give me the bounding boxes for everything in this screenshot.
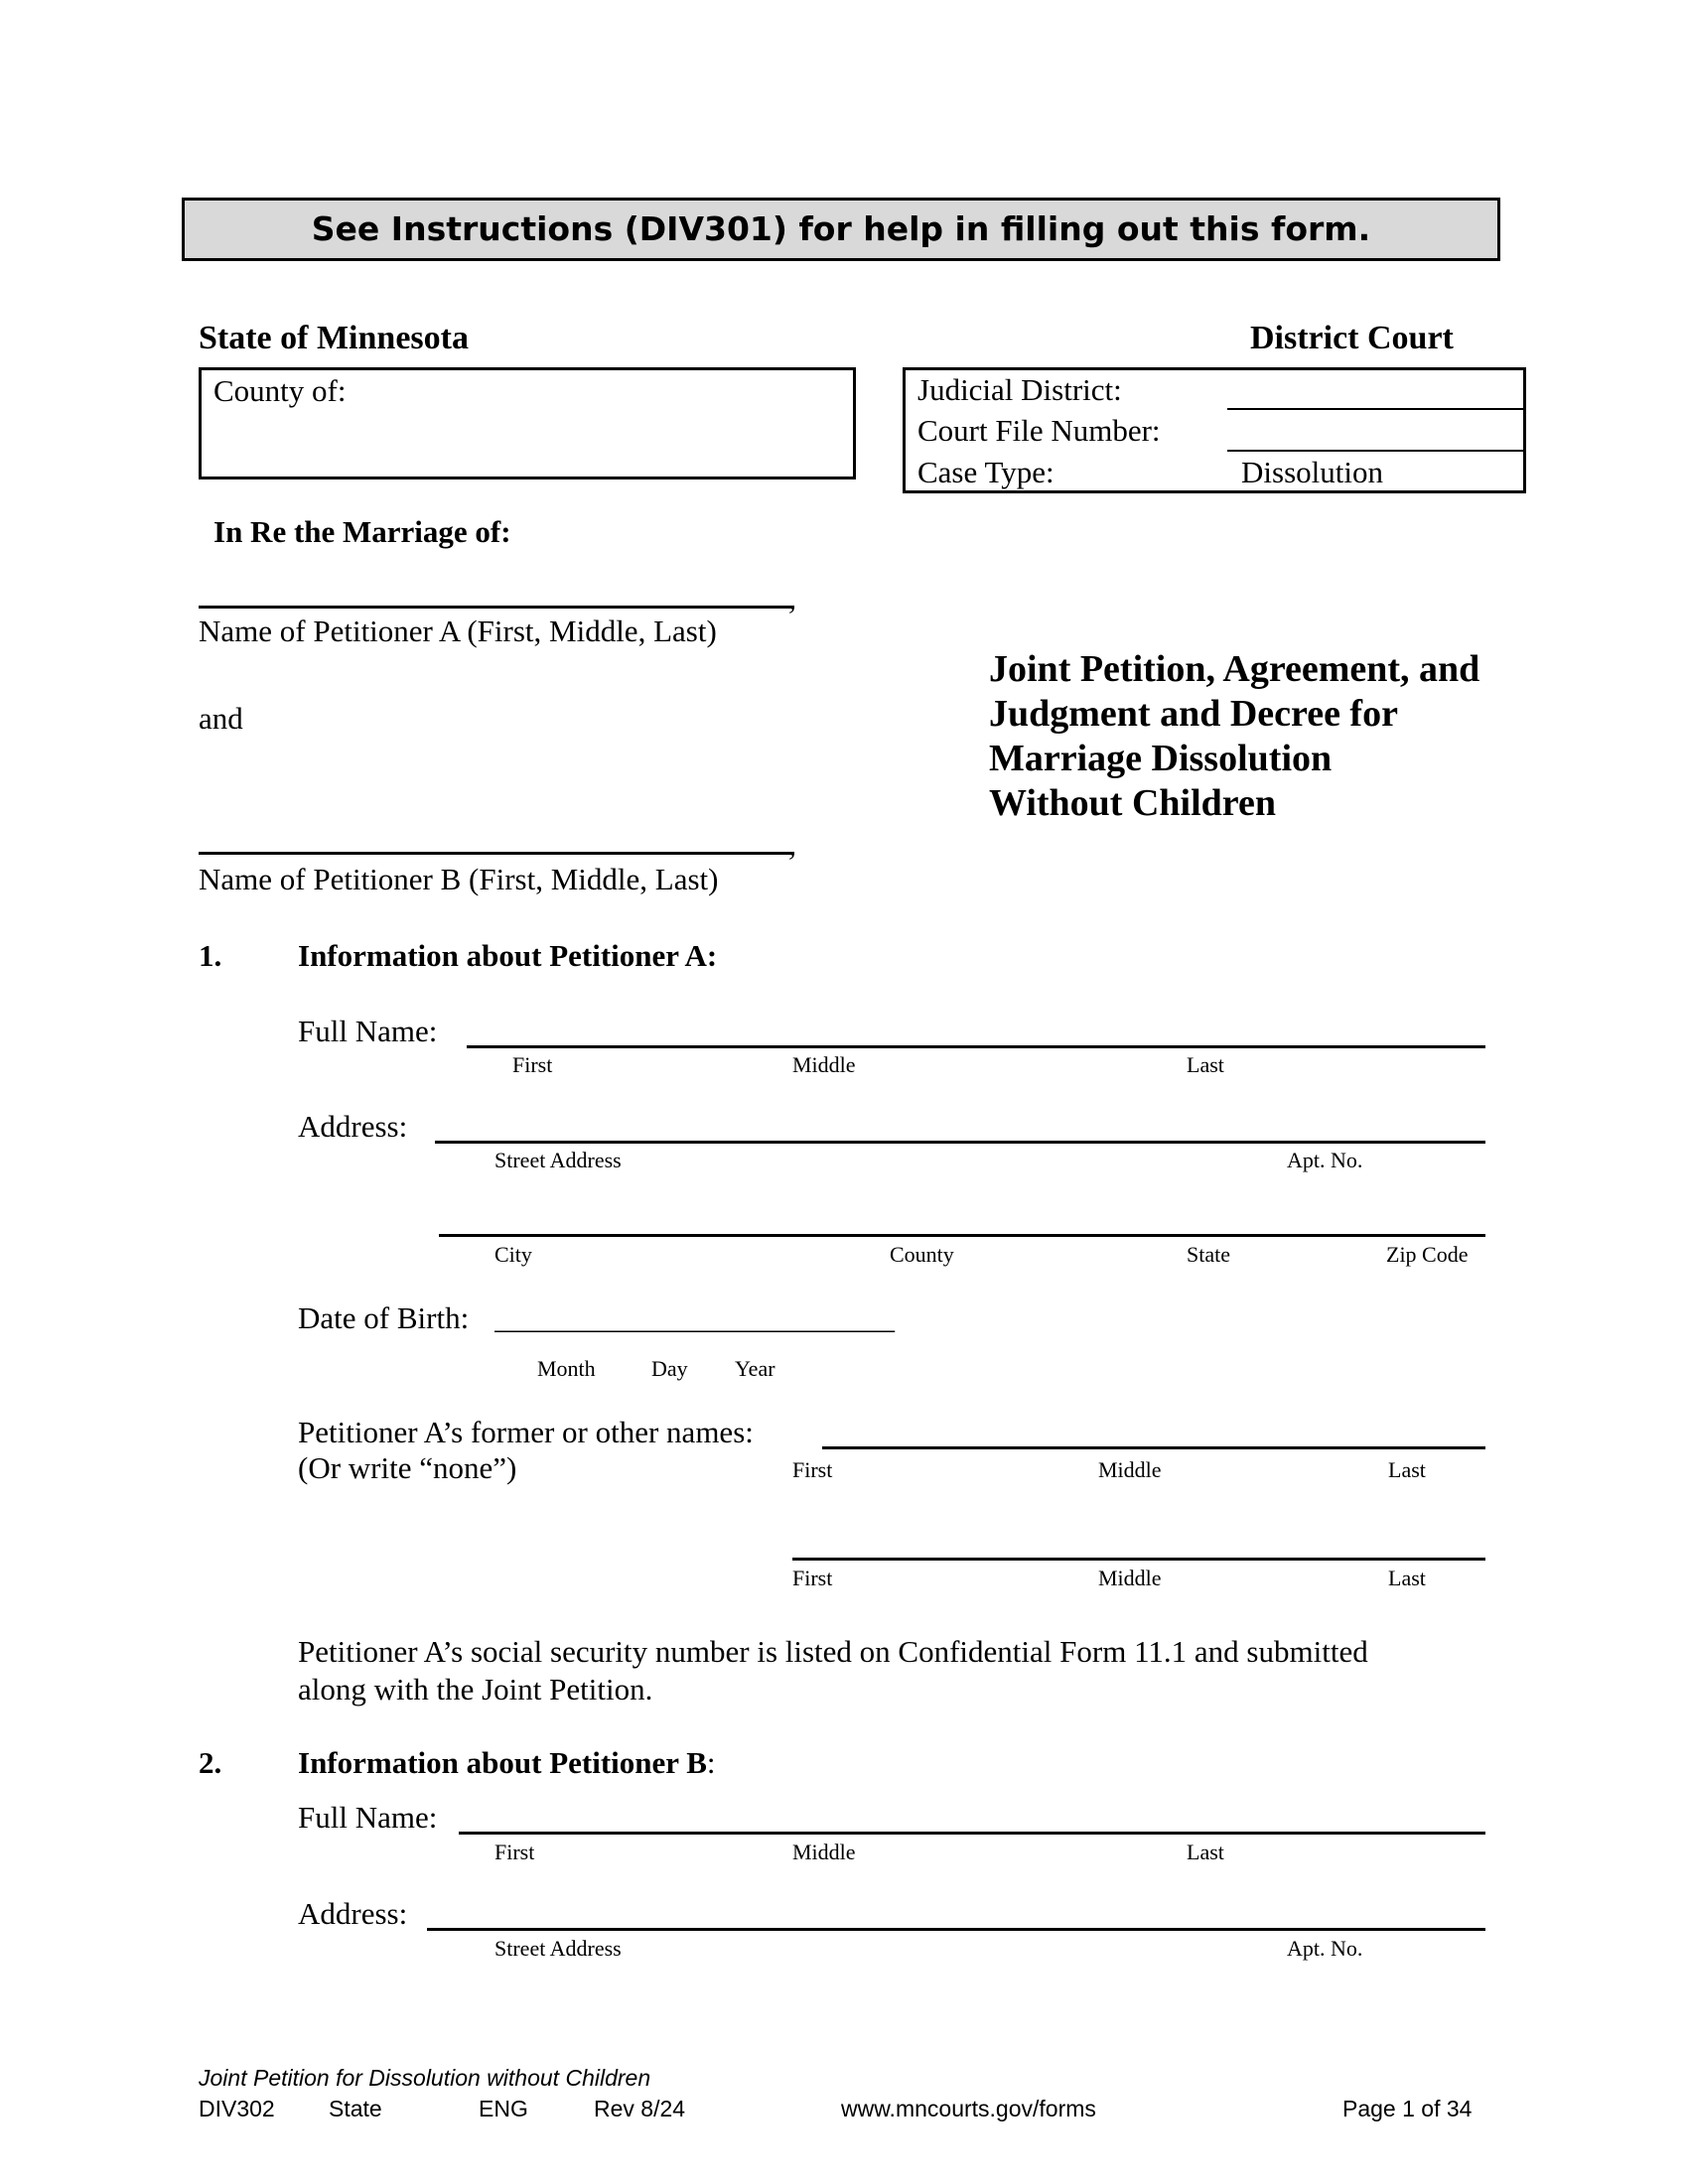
and-text: and	[199, 701, 243, 736]
former-names-label: Petitioner A’s former or other names:	[298, 1415, 754, 1449]
petitioner-b-street-field[interactable]	[427, 1928, 1485, 1931]
sublabel-last: Last	[1388, 1457, 1426, 1482]
comma: ,	[788, 827, 796, 862]
state-heading: State of Minnesota	[199, 320, 469, 356]
sublabel-month: Month	[537, 1356, 596, 1381]
sublabel-apt: Apt. No.	[1287, 1936, 1363, 1961]
case-type-label: Case Type:	[917, 455, 1055, 489]
petitioner-b-full-name-field[interactable]	[459, 1832, 1485, 1835]
former-name-field-1[interactable]	[822, 1446, 1485, 1449]
document-title	[989, 647, 1479, 826]
footer-url[interactable]: www.mncourts.gov/forms	[841, 2096, 1096, 2121]
section-heading-text: Information about Petitioner B	[298, 1745, 707, 1780]
county-label: County of:	[213, 373, 347, 408]
section-heading	[298, 1745, 716, 1781]
court-heading: District Court	[1250, 320, 1454, 356]
instructions-banner: See Instructions (DIV301) for help in filling out this form.	[182, 198, 1500, 261]
petitioner-a-street-field[interactable]	[435, 1141, 1485, 1144]
sublabel-middle: Middle	[1098, 1566, 1162, 1590]
petitioner-b-name-label: Name of Petitioner B (First, Middle, Last)	[199, 862, 719, 896]
section-heading-colon: :	[706, 1745, 716, 1780]
petitioner-a-name-label: Name of Petitioner A (First, Middle, Last)	[199, 614, 717, 648]
section-number: 1.	[199, 938, 222, 973]
title-line: Without Children	[989, 782, 1276, 824]
sublabel-middle: Middle	[792, 1840, 856, 1864]
court-file-field[interactable]	[1227, 450, 1523, 452]
footer-jurisdiction: State	[329, 2096, 382, 2121]
footer-revision: Rev 8/24	[594, 2096, 686, 2121]
address-label: Address:	[298, 1896, 408, 1931]
full-name-label: Full Name:	[298, 1014, 438, 1048]
footer-form-id: DIV302	[199, 2096, 275, 2121]
title-line: Marriage Dissolution	[989, 738, 1333, 779]
section-heading: Information about Petitioner A:	[298, 938, 718, 973]
title-line: Judgment and Decree for	[989, 693, 1398, 735]
sublabel-last: Last	[1187, 1052, 1224, 1077]
petitioner-b-name-field[interactable]	[199, 852, 794, 855]
section-number: 2.	[199, 1745, 222, 1780]
sublabel-city: City	[494, 1242, 532, 1267]
sublabel-first: First	[792, 1457, 833, 1482]
dob-field[interactable]: __________________________	[494, 1300, 895, 1335]
petitioner-a-city-field[interactable]	[439, 1234, 1485, 1237]
in-re-heading: In Re the Marriage of:	[213, 514, 511, 549]
comma: ,	[788, 581, 796, 615]
ssn-line: along with the Joint Petition.	[298, 1672, 653, 1706]
sublabel-first: First	[512, 1052, 553, 1077]
footer-language: ENG	[479, 2096, 528, 2121]
full-name-label: Full Name:	[298, 1800, 438, 1835]
sublabel-middle: Middle	[1098, 1457, 1162, 1482]
former-name-field-2[interactable]	[792, 1558, 1485, 1561]
sublabel-last: Last	[1388, 1566, 1426, 1590]
sublabel-last: Last	[1187, 1840, 1224, 1864]
footer-form-title: Joint Petition for Dissolution without Children	[199, 2065, 651, 2091]
sublabel-apt: Apt. No.	[1287, 1148, 1363, 1172]
petitioner-a-full-name-field[interactable]	[467, 1045, 1485, 1048]
sublabel-middle: Middle	[792, 1052, 856, 1077]
judicial-district-label: Judicial District:	[917, 372, 1122, 407]
judicial-district-field[interactable]	[1227, 408, 1523, 410]
or-none-note: (Or write “none”)	[298, 1450, 517, 1485]
sublabel-year: Year	[735, 1356, 775, 1381]
sublabel-county: County	[890, 1242, 954, 1267]
case-info-box	[903, 367, 1526, 493]
sublabel-zip: Zip Code	[1386, 1242, 1469, 1267]
title-line: Joint Petition, Agreement, and	[989, 648, 1480, 690]
county-box[interactable]	[199, 367, 856, 479]
court-file-label: Court File Number:	[917, 413, 1161, 448]
ssn-statement	[298, 1633, 1489, 1708]
sublabel-state: State	[1187, 1242, 1230, 1267]
sublabel-first: First	[494, 1840, 535, 1864]
dob-label: Date of Birth:	[298, 1300, 470, 1335]
case-type-value: Dissolution	[1241, 455, 1383, 489]
ssn-line: Petitioner A’s social security number is listed on Confidential Form 11.1 and submitted	[298, 1634, 1368, 1669]
sublabel-day: Day	[651, 1356, 688, 1381]
petitioner-a-name-field[interactable]	[199, 606, 794, 609]
sublabel-street: Street Address	[494, 1936, 622, 1961]
address-label: Address:	[298, 1109, 408, 1144]
footer-page-number: Page 1 of 34	[1342, 2096, 1473, 2121]
sublabel-street: Street Address	[494, 1148, 622, 1172]
sublabel-first: First	[792, 1566, 833, 1590]
